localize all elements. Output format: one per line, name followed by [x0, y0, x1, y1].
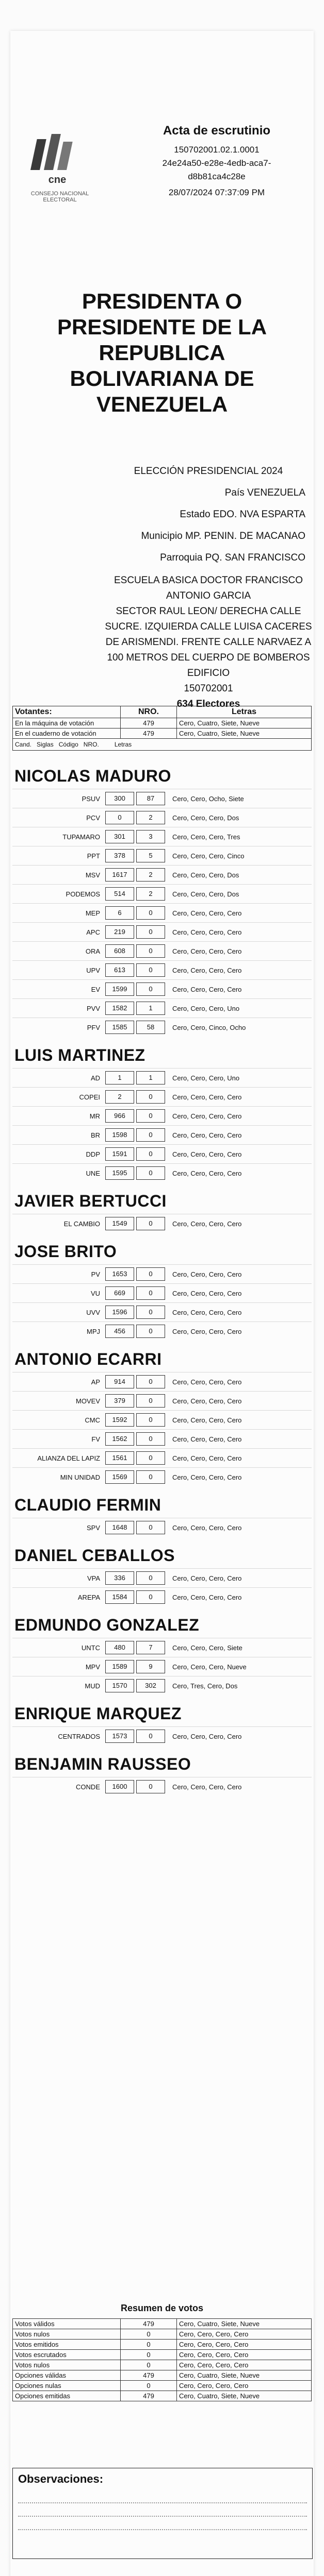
vote-count: 87 — [136, 792, 165, 805]
vote-count: 0 — [136, 1128, 165, 1142]
vote-count: 0 — [136, 1166, 165, 1180]
candidate-name: DANIEL CEBALLOS — [14, 1546, 175, 1565]
observaciones-box — [12, 2468, 313, 2559]
vote-row — [12, 1372, 312, 1391]
vote-row — [12, 1568, 312, 1587]
vote-words: Cero, Cero, Cero, Cero — [172, 1783, 242, 1791]
vote-count: 0 — [136, 1286, 165, 1300]
table-row — [13, 2350, 312, 2360]
title-line: VENEZUELA — [96, 392, 228, 416]
vote-count: 0 — [136, 1267, 165, 1281]
vote-row — [12, 1321, 312, 1341]
candidates-list — [12, 757, 312, 1796]
org-code: 669 — [105, 1286, 134, 1300]
vote-row — [12, 1657, 312, 1676]
table-row — [13, 2329, 312, 2340]
vote-words: Cero, Cero, Cero, Cinco — [172, 852, 245, 860]
table-row — [13, 2370, 312, 2381]
vote-row — [12, 903, 312, 922]
vote-words: Cero, Cero, Cero, Cero — [172, 1093, 242, 1101]
election-subtitle: ELECCIÓN PRESIDENCIAL 2024 — [134, 466, 283, 477]
candidate-block — [12, 1046, 312, 1182]
vote-row — [12, 960, 312, 979]
vote-count: 0 — [136, 906, 165, 920]
table-row — [13, 728, 312, 739]
vote-count: 0 — [136, 1413, 165, 1427]
result-num: 479 — [121, 2319, 177, 2329]
org-acronym: UNTC — [81, 1643, 100, 1652]
observaciones-label: Observaciones: — [18, 2472, 104, 2485]
vote-words: Cero, Cero, Cero, Cero — [172, 1289, 242, 1297]
org-code: 1562 — [105, 1432, 134, 1446]
table-row — [13, 718, 312, 728]
vote-row — [12, 1638, 312, 1657]
vote-row — [12, 1283, 312, 1302]
org-code: 1599 — [105, 982, 134, 996]
title-line: REPUBLICA — [99, 341, 225, 365]
result-label: Votos emitidos — [13, 2340, 121, 2350]
candidate-name: LUIS MARTINEZ — [14, 1046, 145, 1064]
vote-words: Cero, Cero, Cero, Cero — [172, 1574, 242, 1582]
vote-row — [12, 1018, 312, 1037]
electors: 634 Electores — [176, 699, 240, 709]
vote-count: 0 — [136, 1109, 165, 1123]
title-line: BOLIVARIANA DE — [70, 366, 254, 391]
vote-words: Cero, Cero, Cero, Cero — [172, 928, 242, 936]
table-row — [13, 2381, 312, 2391]
table-row — [13, 2391, 312, 2401]
vote-words: Cero, Cero, Cero, Cero — [172, 947, 242, 955]
row-num: 479 — [121, 718, 177, 728]
title-line: PRESIDENTA O — [82, 289, 242, 313]
result-words: Cero, Cero, Cero, Cero — [177, 2340, 312, 2350]
org-code: 378 — [105, 849, 134, 862]
org-acronym: SPV — [86, 1523, 100, 1532]
parish: Parroquia PQ. SAN FRANCISCO — [160, 552, 305, 563]
vote-row — [12, 1518, 312, 1537]
org-code: 480 — [105, 1641, 134, 1654]
vote-words: Cero, Cero, Cero, Uno — [172, 1004, 240, 1012]
vote-row — [12, 827, 312, 846]
result-words: Cero, Cuatro, Siete, Nueve — [177, 2319, 312, 2329]
vote-row — [12, 1777, 312, 1796]
vote-row — [12, 1410, 312, 1429]
vote-words: Cero, Cero, Cero, Tres — [172, 833, 240, 841]
vote-words: Cero, Cero, Cero, Cero — [172, 1416, 242, 1424]
vote-count: 0 — [136, 1147, 165, 1161]
election-title — [0, 289, 324, 417]
vote-words: Cero, Cero, Cero, Uno — [172, 1074, 240, 1082]
result-num: 479 — [121, 2391, 177, 2401]
org-acronym: AREPA — [77, 1593, 100, 1601]
dotted-line — [18, 2490, 307, 2503]
vote-count: 0 — [136, 925, 165, 939]
vote-count: 0 — [136, 1217, 165, 1230]
vote-words: Cero, Cero, Cero, Cero — [172, 966, 242, 974]
vote-row — [12, 808, 312, 827]
sub-letras: Letras — [114, 741, 132, 748]
result-words: Cero, Cero, Cero, Cero — [177, 2350, 312, 2360]
org-acronym: MIN UNIDAD — [60, 1473, 100, 1481]
row-num: 479 — [121, 728, 177, 739]
org-code: 1617 — [105, 868, 134, 882]
org-acronym: UPV — [86, 966, 100, 974]
result-words: Cero, Cuatro, Siete, Nueve — [177, 2370, 312, 2381]
school: ESCUELA BASICA DOCTOR FRANCISCO ANTONIO GARCIA — [114, 575, 303, 601]
dotted-line — [18, 2517, 307, 2530]
address: SECTOR RAUL LEON/ DERECHA CALLE SUCRE. IZQUIERDA CALLE LUISA CACERES DE ARISMENDI. FRENTE CALLE NARVAEZ A 100 METROS DEL CUERPO DE BOMBEROS EDIFICIO — [105, 606, 312, 679]
vote-count: 3 — [136, 830, 165, 843]
vote-count: 1 — [136, 1071, 165, 1084]
vote-count: 0 — [136, 1730, 165, 1743]
vote-row — [12, 1429, 312, 1448]
acta-header — [129, 124, 304, 198]
org-acronym: PPT — [87, 852, 100, 860]
org-acronym: PFV — [87, 1023, 100, 1031]
org-code: 914 — [105, 1375, 134, 1388]
vote-row — [12, 998, 312, 1018]
result-words: Cero, Cero, Cero, Cero — [177, 2329, 312, 2340]
vote-row — [12, 1163, 312, 1182]
vote-row — [12, 941, 312, 960]
row-words: Cero, Cuatro, Siete, Nueve — [177, 718, 312, 728]
election-meta — [0, 464, 324, 712]
org-code: 608 — [105, 944, 134, 958]
result-num: 479 — [121, 2370, 177, 2381]
table-row — [13, 2340, 312, 2350]
org-code: 1589 — [105, 1660, 134, 1673]
org-acronym: MUD — [85, 1682, 100, 1690]
org-code: 1573 — [105, 1730, 134, 1743]
vote-count: 58 — [136, 1021, 165, 1034]
vote-row — [12, 979, 312, 998]
vote-row — [12, 1144, 312, 1163]
row-label: En la máquina de votación — [13, 718, 121, 728]
candidate-block — [12, 1616, 312, 1695]
vote-row — [12, 1448, 312, 1467]
org-code: 379 — [105, 1394, 134, 1408]
acta-title: Acta de escrutinio — [163, 124, 271, 138]
candidate-name: CLAUDIO FERMIN — [14, 1496, 161, 1514]
org-acronym: MOVEV — [76, 1397, 100, 1405]
org-acronym: PCV — [86, 814, 100, 822]
org-acronym: CONDE — [76, 1783, 100, 1791]
vote-words: Cero, Cero, Cero, Cero — [172, 985, 242, 993]
vote-count: 0 — [136, 1325, 165, 1338]
candidate-block — [12, 767, 312, 1037]
org-acronym: PSUV — [82, 794, 100, 803]
org-acronym: CENTRADOS — [58, 1732, 100, 1740]
org-acronym: MSV — [85, 871, 100, 879]
vote-row — [12, 884, 312, 903]
org-acronym: CMC — [85, 1416, 100, 1424]
vote-words: Cero, Cero, Cero, Cero — [172, 1523, 242, 1532]
vote-words: Cero, Cero, Ocho, Siete — [172, 794, 244, 803]
org-code: 1648 — [105, 1521, 134, 1534]
vote-row — [12, 1068, 312, 1087]
title-line: PRESIDENTE DE LA — [57, 315, 267, 339]
candidate-name: ANTONIO ECARRI — [14, 1350, 162, 1368]
vote-count: 9 — [136, 1660, 165, 1673]
acta-timestamp: 28/07/2024 07:37:09 PM — [168, 188, 265, 197]
org-code: 456 — [105, 1325, 134, 1338]
vote-count: 0 — [136, 944, 165, 958]
vote-words: Cero, Cero, Cero, Cero — [172, 1219, 242, 1228]
org-code: 300 — [105, 792, 134, 805]
results-table — [12, 2318, 312, 2401]
col-letras: Letras — [177, 706, 312, 718]
org-acronym: UVV — [86, 1308, 100, 1316]
org-code: 219 — [105, 925, 134, 939]
org-code: 1570 — [105, 1679, 134, 1692]
candidate-name: ENRIQUE MARQUEZ — [14, 1704, 182, 1723]
result-words: Cero, Cero, Cero, Cero — [177, 2381, 312, 2391]
candidate-block — [12, 1496, 312, 1537]
vote-words: Cero, Cero, Cero, Dos — [172, 871, 239, 879]
candidate-block — [12, 1350, 312, 1486]
vote-row — [12, 1467, 312, 1486]
org-code: 1595 — [105, 1166, 134, 1180]
candidate-block — [12, 1242, 312, 1341]
result-label: Votos válidos — [13, 2319, 121, 2329]
results-title: Resumen de votos — [120, 2303, 204, 2313]
vote-row — [12, 1125, 312, 1144]
result-label: Votos nulos — [13, 2329, 121, 2340]
vote-words: Cero, Cero, Cero, Cero — [172, 1150, 242, 1158]
org-code: 1600 — [105, 1780, 134, 1793]
vote-count: 2 — [136, 887, 165, 901]
vote-row — [12, 1391, 312, 1410]
vote-count: 0 — [136, 1306, 165, 1319]
org-acronym: PODEMOS — [66, 890, 100, 898]
result-words: Cero, Cero, Cero, Cero — [177, 2360, 312, 2370]
vote-words: Cero, Tres, Cero, Dos — [172, 1682, 238, 1690]
vote-count: 2 — [136, 868, 165, 882]
result-num: 0 — [121, 2340, 177, 2350]
sub-header-row — [13, 739, 312, 751]
org-code: 514 — [105, 887, 134, 901]
org-acronym: VPA — [87, 1574, 100, 1582]
org-code: 1585 — [105, 1021, 134, 1034]
vote-count: 0 — [136, 1521, 165, 1534]
candidate-name: JOSE BRITO — [14, 1242, 117, 1261]
org-code: 1653 — [105, 1267, 134, 1281]
vote-words: Cero, Cero, Cero, Cero — [172, 1397, 242, 1405]
vote-words: Cero, Cero, Cero, Cero — [172, 1169, 242, 1177]
col-nro: NRO. — [121, 706, 177, 718]
org-code: 1549 — [105, 1217, 134, 1230]
row-label: En el cuaderno de votación — [13, 728, 121, 739]
vote-words: Cero, Cero, Cero, Cero — [172, 1473, 242, 1481]
org-code: 1591 — [105, 1147, 134, 1161]
vote-count: 0 — [136, 982, 165, 996]
cne-logo-icon — [19, 129, 96, 196]
result-words: Cero, Cuatro, Siete, Nueve — [177, 2391, 312, 2401]
org-acronym: COPEI — [79, 1093, 100, 1101]
org-acronym: BR — [90, 1131, 100, 1139]
org-code: 1592 — [105, 1413, 134, 1427]
vote-row — [12, 1676, 312, 1695]
org-code: 2 — [105, 1090, 134, 1104]
candidate-block — [12, 1704, 312, 1745]
municipality: Municipio MP. PENIN. DE MACANAO — [141, 531, 305, 541]
org-acronym: MPJ — [87, 1327, 100, 1335]
row-words: Cero, Cuatro, Siete, Nueve — [177, 728, 312, 739]
acta-hash-1: 24e24a50-e28e-4edb-aca7- — [162, 158, 271, 168]
org-acronym: ALIANZA DEL LAPIZ — [37, 1454, 100, 1462]
candidate-name: JAVIER BERTUCCI — [14, 1192, 167, 1210]
candidate-name: BENJAMIN RAUSSEO — [14, 1755, 191, 1773]
candidate-name: EDMUNDO GONZALEZ — [14, 1616, 200, 1634]
col-votantes: Votantes: — [13, 706, 121, 718]
vote-count: 0 — [136, 1451, 165, 1465]
vote-count: 2 — [136, 811, 165, 824]
vote-row — [12, 1264, 312, 1283]
vote-words: Cero, Cero, Cero, Cero — [172, 1270, 242, 1278]
vote-words: Cero, Cero, Cero, Siete — [172, 1643, 242, 1652]
vote-words: Cero, Cero, Cero, Cero — [172, 1378, 242, 1386]
vote-words: Cero, Cero, Cero, Nueve — [172, 1663, 247, 1671]
vote-words: Cero, Cero, Cinco, Ocho — [172, 1023, 246, 1031]
vote-count: 0 — [136, 1375, 165, 1388]
vote-words: Cero, Cero, Cero, Cero — [172, 909, 242, 917]
org-code: 6 — [105, 906, 134, 920]
sub-cand: Cand. — [15, 741, 32, 748]
org-code: 0 — [105, 811, 134, 824]
vote-words: Cero, Cero, Cero, Dos — [172, 890, 239, 898]
result-label: Opciones válidas — [13, 2370, 121, 2381]
org-acronym: MPV — [85, 1663, 100, 1671]
org-acronym: DDP — [86, 1150, 100, 1158]
vote-words: Cero, Cero, Cero, Cero — [172, 1593, 242, 1601]
vote-words: Cero, Cero, Cero, Cero — [172, 1131, 242, 1139]
org-code: 1584 — [105, 1590, 134, 1604]
org-code: 1598 — [105, 1128, 134, 1142]
org-code: 613 — [105, 963, 134, 977]
vote-count: 1 — [136, 1002, 165, 1015]
center-code: 150702001 — [184, 683, 233, 694]
vote-row — [12, 1587, 312, 1606]
vote-words: Cero, Cero, Cero, Dos — [172, 814, 239, 822]
result-label: Votos nulos — [13, 2360, 121, 2370]
org-acronym: PVV — [86, 1004, 100, 1012]
vote-row — [12, 922, 312, 941]
org-code: 1596 — [105, 1306, 134, 1319]
sub-codigo: Código — [58, 741, 78, 748]
result-num: 0 — [121, 2350, 177, 2360]
org-code: 1582 — [105, 1002, 134, 1015]
org-acronym: EV — [91, 985, 100, 993]
org-acronym: ORA — [85, 947, 100, 955]
result-label: Opciones emitidas — [13, 2391, 121, 2401]
org-code: 1569 — [105, 1470, 134, 1484]
org-acronym: VU — [90, 1289, 100, 1297]
org-acronym: AP — [91, 1378, 100, 1386]
vote-count: 0 — [136, 1090, 165, 1104]
acta-hash-2: d8b81ca4c28e — [188, 172, 246, 181]
dotted-line — [18, 2503, 307, 2517]
vote-count: 0 — [136, 1590, 165, 1604]
table-row — [13, 2319, 312, 2329]
result-num: 0 — [121, 2381, 177, 2391]
vote-row — [12, 1106, 312, 1125]
vote-words: Cero, Cero, Cero, Cero — [172, 1308, 242, 1316]
org-acronym: MEP — [85, 909, 100, 917]
org-code: 966 — [105, 1109, 134, 1123]
svg-text:cne: cne — [48, 174, 67, 185]
vote-row — [12, 1302, 312, 1321]
vote-words: Cero, Cero, Cero, Cero — [172, 1454, 242, 1462]
vote-words: Cero, Cero, Cero, Cero — [172, 1327, 242, 1335]
vote-count: 302 — [136, 1679, 165, 1692]
org-code: 1 — [105, 1071, 134, 1084]
logo-caption: CONSEJO NACIONAL ELECTORAL — [30, 191, 89, 203]
org-acronym: MR — [89, 1112, 100, 1120]
candidate-block — [12, 1546, 312, 1606]
vote-count: 0 — [136, 963, 165, 977]
vote-count: 0 — [136, 1571, 165, 1585]
candidate-block — [12, 1755, 312, 1796]
vote-row — [12, 1214, 312, 1233]
org-code: 1561 — [105, 1451, 134, 1465]
sub-siglas: Siglas — [37, 741, 54, 748]
org-acronym: UNE — [86, 1169, 100, 1177]
vote-words: Cero, Cero, Cero, Cero — [172, 1112, 242, 1120]
vote-row — [12, 846, 312, 865]
org-acronym: APC — [86, 928, 100, 936]
candidate-block — [12, 1192, 312, 1233]
org-code: 301 — [105, 830, 134, 843]
vote-count: 7 — [136, 1641, 165, 1654]
result-label: Opciones nulas — [13, 2381, 121, 2391]
vote-count: 5 — [136, 849, 165, 862]
sub-nro: NRO. — [83, 741, 99, 748]
vote-words: Cero, Cero, Cero, Cero — [172, 1732, 242, 1740]
vote-row — [12, 1726, 312, 1745]
country: País VENEZUELA — [224, 487, 305, 498]
org-acronym: PV — [91, 1270, 100, 1278]
candidate-name: NICOLAS MADURO — [14, 767, 171, 785]
acta-id: 150702001.02.1.0001 — [174, 145, 260, 155]
org-acronym: TUPAMARO — [62, 833, 100, 841]
table-row — [13, 2360, 312, 2370]
vote-row — [12, 865, 312, 884]
org-acronym: AD — [90, 1074, 100, 1082]
vote-row — [12, 789, 312, 808]
vote-row — [12, 1087, 312, 1106]
vote-count: 0 — [136, 1394, 165, 1408]
org-acronym: EL CAMBIO — [63, 1219, 100, 1228]
vote-count: 0 — [136, 1470, 165, 1484]
vote-count: 0 — [136, 1432, 165, 1446]
result-num: 0 — [121, 2360, 177, 2370]
vote-words: Cero, Cero, Cero, Cero — [172, 1435, 242, 1443]
org-acronym: FV — [91, 1435, 100, 1443]
voters-table — [12, 706, 312, 751]
result-num: 0 — [121, 2329, 177, 2340]
org-code: 336 — [105, 1571, 134, 1585]
state: Estado EDO. NVA ESPARTA — [180, 509, 305, 520]
vote-count: 0 — [136, 1780, 165, 1793]
result-label: Votos escrutados — [13, 2350, 121, 2360]
